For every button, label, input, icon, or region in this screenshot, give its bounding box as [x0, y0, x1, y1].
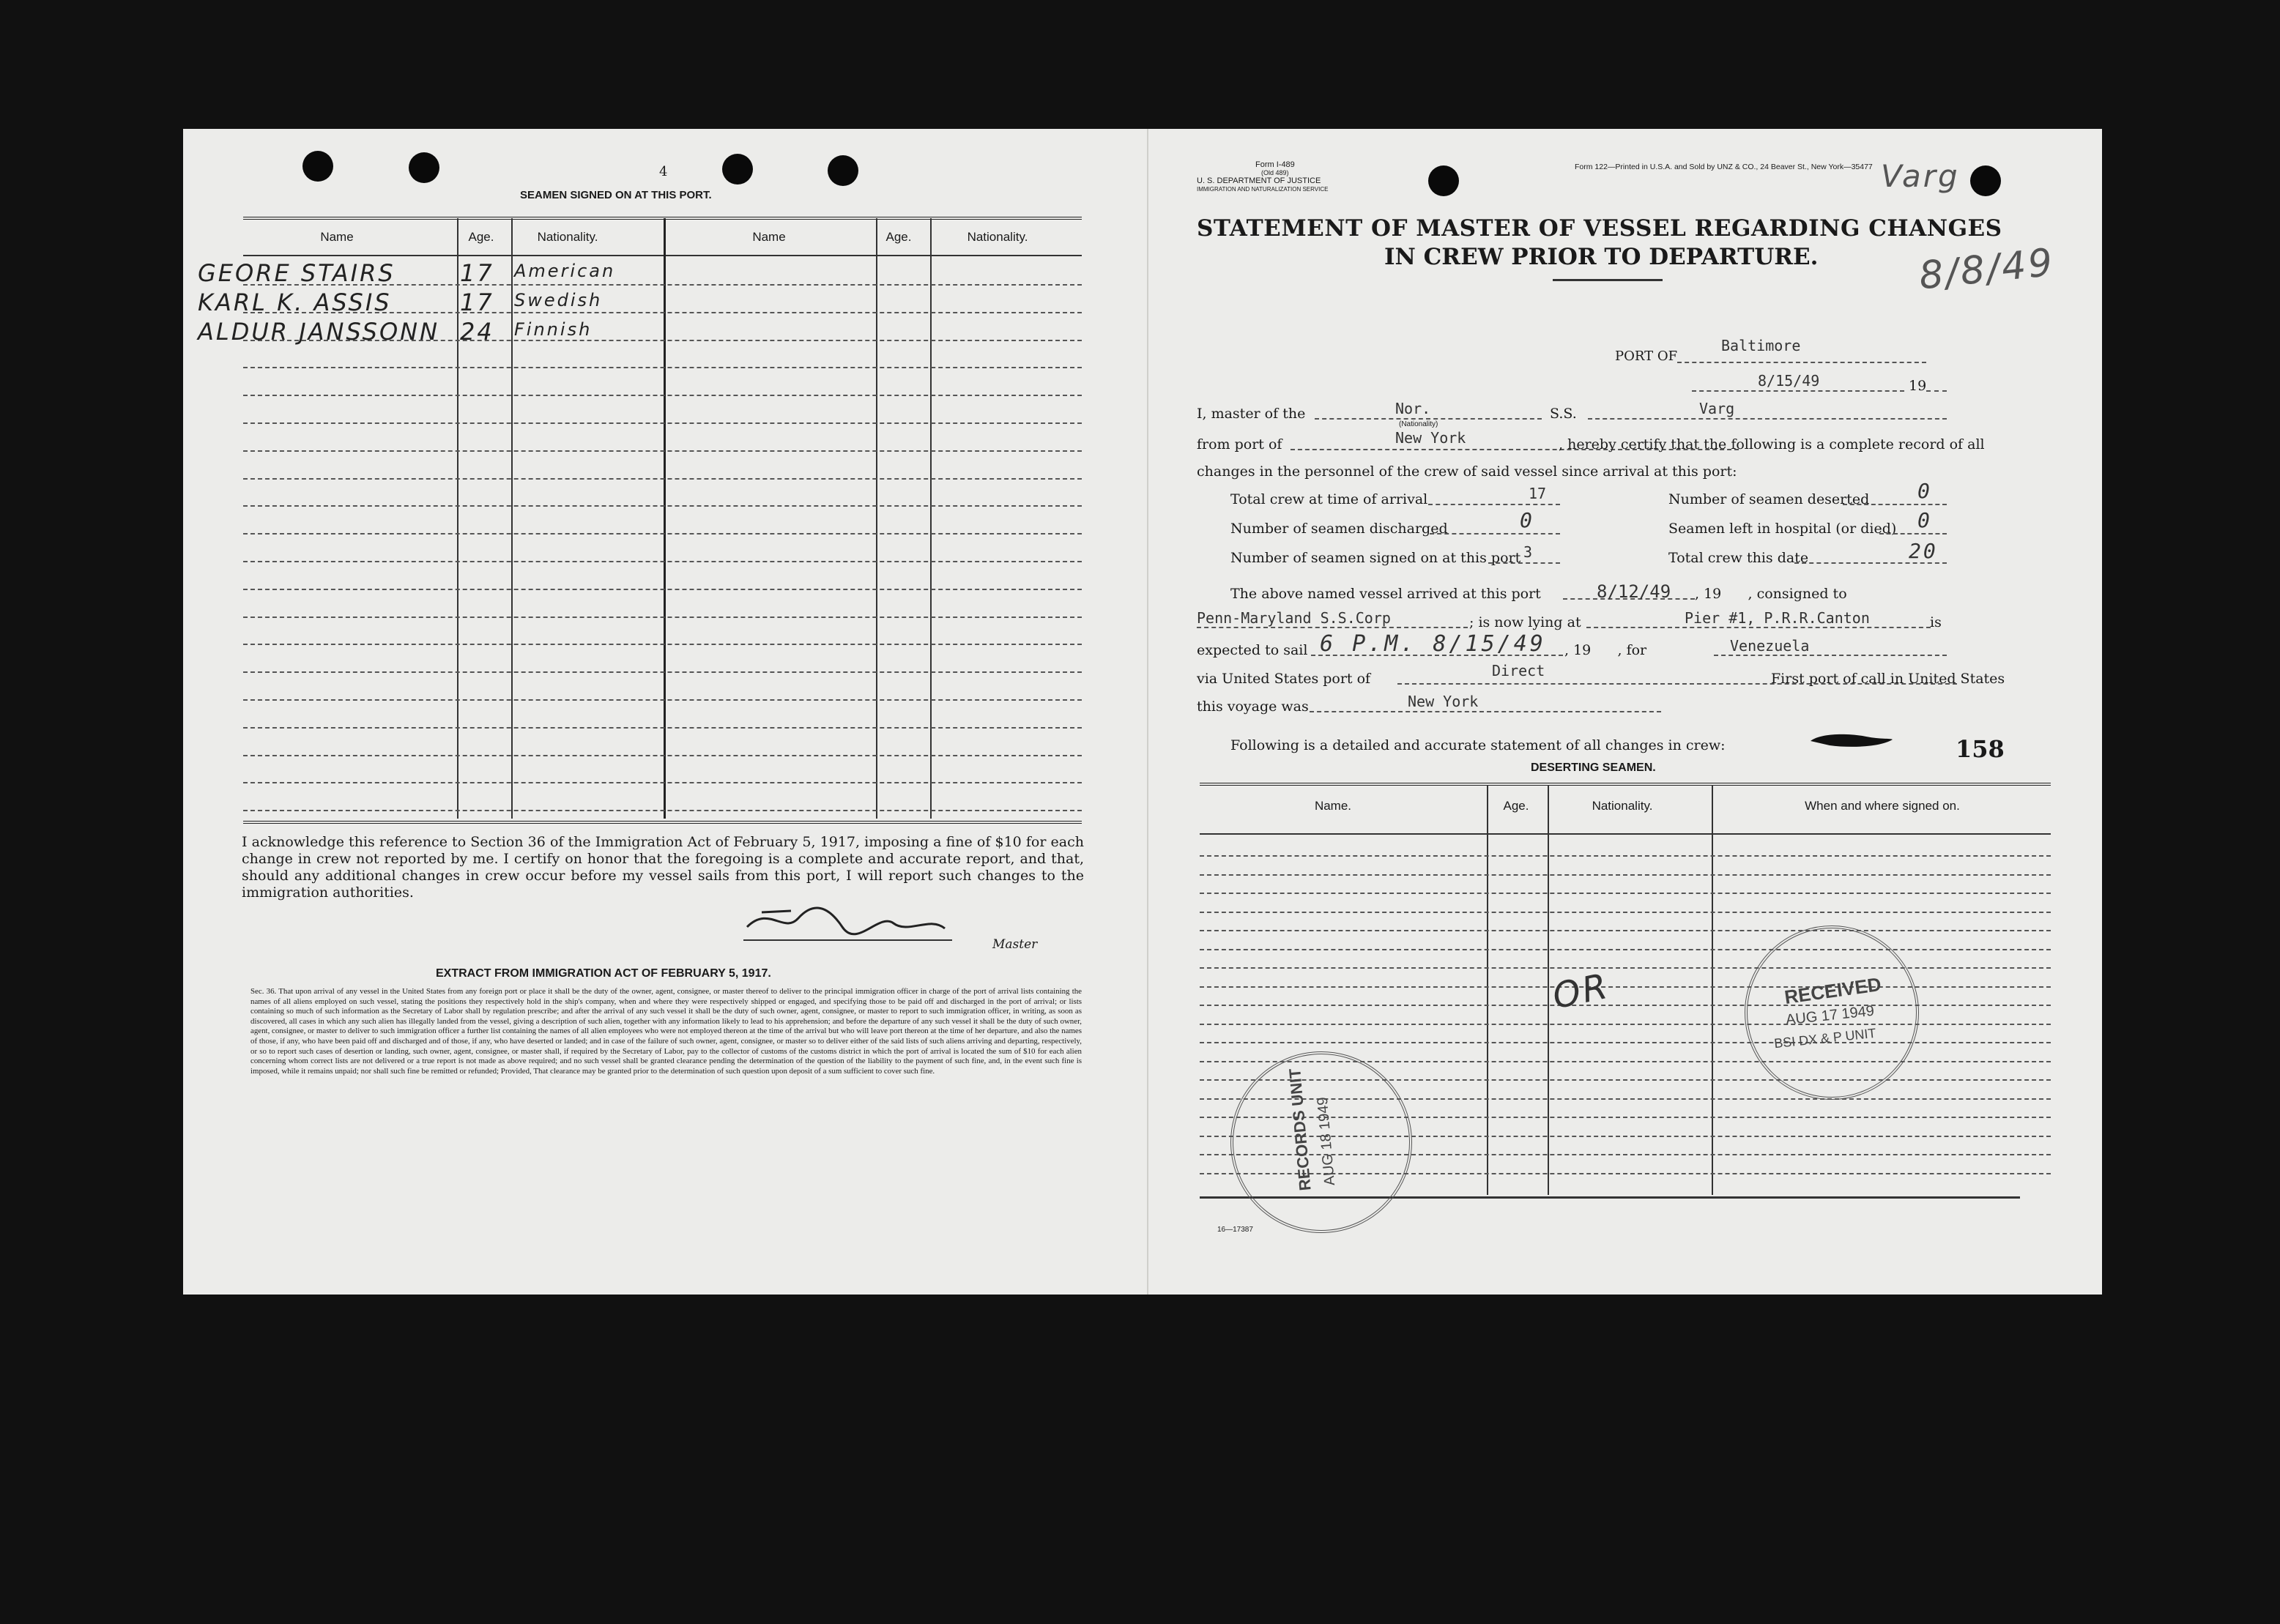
col-divider [457, 218, 458, 819]
punch-hole [828, 155, 858, 186]
signed-on-label: Number of seamen signed on at this port [1230, 550, 1521, 566]
hospital-value: 0 [1917, 508, 1932, 532]
page-fold [1147, 129, 1148, 1295]
table-ruled-line [243, 782, 1082, 783]
table-top-rule [243, 217, 1082, 220]
punch-hole [722, 154, 753, 185]
printer-note: Form 122—Printed in U.S.A. and Sold by UNZ & CO., 24 Beaver St., New York—35477 [1575, 163, 1873, 171]
deserting-ruled-line [1200, 930, 2051, 931]
footer-code: 16—17387 [1217, 1226, 1253, 1234]
col-nationality: Nationality. [537, 230, 598, 244]
table-row-age: 24 [460, 318, 494, 346]
table-ruled-line [243, 505, 1082, 507]
nationality-line [1315, 418, 1542, 420]
master-of-label: I, master of the [1197, 406, 1306, 422]
deserting-ruled-line [1200, 1024, 2051, 1025]
fill-line [1428, 504, 1560, 505]
form-number-158: 158 [1956, 735, 2005, 763]
first-port-label: First port of call in United States [1771, 671, 2005, 687]
handwritten-date: 8/8/49 [1917, 240, 2057, 299]
consignee-value: Penn-Maryland S.S.Corp [1197, 609, 1391, 627]
service: IMMIGRATION AND NATURALIZATION SERVICE [1197, 186, 1329, 193]
table-row-name: ALDUR JANSSONN [198, 318, 439, 346]
table-ruled-line [243, 589, 1082, 590]
punch-hole [409, 152, 439, 183]
date-year-label: 19 [1909, 378, 1927, 394]
table-row-age: 17 [460, 259, 494, 287]
received-stamp-date: AUG 17 1949 [1785, 1002, 1875, 1029]
discharged-label: Number of seamen discharged [1230, 521, 1448, 537]
fill-line [1310, 711, 1661, 712]
fill-line [1430, 533, 1560, 534]
col-nationality-2: Nationality. [967, 230, 1028, 244]
col-divider [930, 218, 932, 819]
table-ruled-line [243, 810, 1082, 811]
deserting-col-nationality: Nationality. [1592, 799, 1653, 813]
nationality-value: Nor. [1395, 400, 1431, 417]
hospital-label: Seamen left in hospital (or died) [1668, 521, 1897, 537]
document-sheet [183, 129, 2102, 1295]
deserting-ruled-line [1200, 874, 2051, 876]
lying-label: ; is now lying at [1469, 614, 1581, 630]
table-ruled-line [243, 617, 1082, 618]
left-title: SEAMEN SIGNED ON AT THIS PORT. [520, 189, 712, 201]
table-ruled-line [243, 561, 1082, 562]
deserting-header-rule [1200, 833, 2051, 835]
consigned-label: , 19 , consigned to [1695, 586, 1847, 602]
col-divider [1487, 785, 1488, 1195]
received-stamp-title: RECEIVED [1783, 972, 1883, 1009]
records-stamp-date: AUG 18 1949 [1314, 1096, 1339, 1187]
col-divider [1712, 785, 1713, 1195]
table-ruled-line [243, 367, 1082, 368]
extract-title: EXTRACT FROM IMMIGRATION ACT OF FEBRUARY 5, 1917. [436, 967, 771, 980]
first-port-value: New York [1408, 693, 1479, 710]
received-stamp [1745, 925, 1919, 1100]
form-title-line2: IN CREW PRIOR TO DEPARTURE. [1384, 244, 1819, 270]
for-label: , 19 , for [1564, 642, 1647, 658]
extract-text: Sec. 36. That upon arrival of any vessel in the United States from any foreign port or place it shall be the duty of the owner, agent, consignee, or master thereof to deliver to the principal immigration officer in charge of the port of arrival lists containing the names of all aliens employed on such vessel, stating the positions they respectively hold in the ship's company, when and where they were respectively shipped or engaged, and specifying those to be paid off and discharged in the port of arrival; or lists containing so much of such information as the Secretary of Labor shall by regulation prescribe; and after the arrival of any such vessel it shall be the duty of such owner, agent, consignee, or master to report to such immigration officer, in writing, as soon as discovered, all cases in which any such alien has illegally landed from the vessel, giving a description of such alien, together with any information likely to lead to his apprehension; and before the departure of any such vessel it shall be the duty of such owner, agent, consignee, or master to deliver to such immigration officer a further list containing the names of all alien employees who were not employed thereon at the time of the arrival but who will leave port thereon at the time of her departure, and also the names of those, if any, who have been paid off and discharged and of those, if any, who have deserted or landed; and in case of the failure of such owner, agent, consignee, or master so to deliver either of the said lists of such aliens arriving and departing, respectively, or so to report such cases of desertion or landing, such owner, agent, consignee, or master shall, if required by the Secretary of Labor, pay to the collector of customs of the customs district in which the port of arrival is located the sum of $10 for each alien concerning whom correct lists are not delivered or a true report is not made as above required; and no such vessel shall be granted clearance pending the determination of the question of the liability to the payment of such fine, and, in the event such fine is imposed, while it remains unpaid; nor shall such fine be remitted or refunded; Provided, That clearance may be granted prior to the determination of such question upon deposit of a sum sufficient to cover such fine. [250, 987, 1082, 1076]
arrived-value: 8/12/49 [1597, 581, 1671, 602]
table-ruled-line [243, 450, 1082, 452]
master-signature [740, 898, 959, 949]
col-divider [511, 218, 513, 819]
punch-hole [1970, 165, 2001, 196]
total-crew-date-label: Total crew this date [1668, 550, 1809, 566]
arrived-label: The above named vessel arrived at this port [1230, 586, 1541, 602]
master-label: Master [992, 937, 1038, 952]
deserting-ruled-line [1200, 1042, 2051, 1043]
table-ruled-line [243, 671, 1082, 673]
punch-hole [1428, 165, 1459, 196]
deserting-ruled-line [1200, 912, 2051, 913]
form-number: Form I-489 [1255, 160, 1295, 169]
vessel-line [1588, 418, 1947, 420]
vessel-value: Varg [1699, 400, 1735, 417]
fill-line [1879, 533, 1947, 534]
deserting-col-signed-on: When and where signed on. [1805, 799, 1960, 813]
deserted-value: 0 [1917, 479, 1932, 503]
deserting-col-age: Age. [1503, 799, 1529, 813]
title-underline [1553, 279, 1663, 281]
fill-line [1843, 504, 1947, 505]
form-title-line1: STATEMENT OF MASTER OF VESSEL REGARDING CHANGES [1197, 215, 2002, 242]
table-ruled-line [243, 478, 1082, 480]
fill-line [1586, 627, 1931, 628]
via-value: Direct [1492, 662, 1545, 679]
deserting-ruled-line [1200, 855, 2051, 857]
destination-value: Venezuela [1730, 637, 1810, 655]
discharged-value: 0 [1520, 508, 1534, 532]
records-stamp [1223, 1044, 1420, 1241]
deserting-ruled-line [1200, 893, 2051, 894]
department: U. S. DEPARTMENT OF JUSTICE [1197, 176, 1321, 185]
redaction-mark [1808, 731, 1895, 750]
col-name-2: Name [752, 230, 786, 244]
deserting-title: DESERTING SEAMEN. [1531, 761, 1656, 774]
port-of-line [1677, 362, 1926, 363]
table-row-name: GEORE STAIRS [198, 259, 396, 287]
punch-hole [302, 151, 333, 182]
deserted-label: Number of seamen deserted [1668, 491, 1870, 507]
table-row-nationality: Finnish [514, 319, 593, 340]
total-crew-arrival-label: Total crew at time of arrival [1230, 491, 1428, 507]
page-number: 4 [659, 164, 668, 179]
acknowledgement-text: I acknowledge this reference to Section 36 of the Immigration Act of February 5, 1917, imposing a fine of $10 for each change in crew not reported by me. I certify on honor that the foregoing is a complete and accurate report, and that, should any additional changes in crew occur before my vessel sails from this port, I will report such changes to the immigration authorities. [242, 834, 1084, 901]
table-bottom-rule [243, 821, 1082, 824]
form-header [1197, 161, 1328, 193]
received-stamp-unit: BSI DX & P UNIT [1773, 1025, 1877, 1051]
is-label: is [1930, 614, 1942, 630]
fill-line [1197, 627, 1468, 628]
from-port-value: New York [1395, 429, 1466, 447]
nationality-caption: (Nationality) [1399, 420, 1438, 428]
deserting-col-name: Name. [1314, 799, 1352, 813]
table-ruled-line [243, 422, 1082, 424]
col-divider [876, 218, 877, 819]
deserting-ruled-line [1200, 986, 2051, 988]
col-divider [664, 218, 666, 819]
col-divider [1548, 785, 1549, 1195]
ss-label: S.S. [1550, 406, 1577, 422]
header-rule [243, 255, 1082, 256]
port-of-value: Baltimore [1721, 337, 1801, 354]
table-row-name: KARL K. ASSIS [198, 288, 392, 316]
table-ruled-line [243, 755, 1082, 756]
table-ruled-line [243, 395, 1082, 396]
date-line [1692, 390, 1904, 392]
year-line [1926, 390, 1947, 392]
total-crew-arrival-value: 17 [1529, 485, 1547, 502]
table-row-nationality: Swedish [514, 290, 603, 310]
fill-line [1488, 562, 1560, 564]
following-label: Following is a detailed and accurate statement of all changes in crew: [1230, 737, 1726, 753]
signed-on-value: 3 [1523, 543, 1533, 561]
handwritten-vessel: Varg [1881, 158, 1960, 194]
changes-text: changes in the personnel of the crew of said vessel since arrival at this port: [1197, 463, 1737, 480]
certify-text: , hereby certify that the following is a complete record of all [1559, 436, 1985, 452]
col-age-2: Age. [885, 230, 912, 244]
handwritten-scribble: OR [1549, 965, 1614, 1018]
col-name: Name [320, 230, 354, 244]
table-ruled-line [243, 699, 1082, 701]
deserting-ruled-line [1200, 967, 2051, 969]
expected-label: expected to sail [1197, 642, 1308, 658]
fill-line [1714, 655, 1947, 656]
total-crew-date-value: 20 [1909, 539, 1938, 563]
deserting-ruled-line [1200, 949, 2051, 950]
table-ruled-line [243, 727, 1082, 729]
deserting-top-rule [1200, 783, 2051, 786]
port-of-label: PORT OF [1615, 349, 1678, 364]
table-row-age: 17 [460, 288, 494, 316]
expected-value: 6 P.M. 8/15/49 [1320, 631, 1546, 657]
this-voyage-label: this voyage was [1197, 699, 1309, 715]
date-value: 8/15/49 [1758, 372, 1820, 390]
records-stamp-title: RECORDS UNIT [1285, 1068, 1315, 1192]
deserting-ruled-line [1200, 1005, 2051, 1006]
table-row-nationality: American [514, 261, 616, 281]
form-old: (Old 489) [1261, 169, 1289, 176]
table-ruled-line [243, 644, 1082, 645]
from-port-label: from port of [1197, 436, 1282, 452]
table-ruled-line [243, 533, 1082, 534]
lying-value: Pier #1, P.R.R.Canton [1685, 609, 1870, 627]
via-label: via United States port of [1197, 671, 1371, 687]
col-age: Age. [468, 230, 494, 244]
